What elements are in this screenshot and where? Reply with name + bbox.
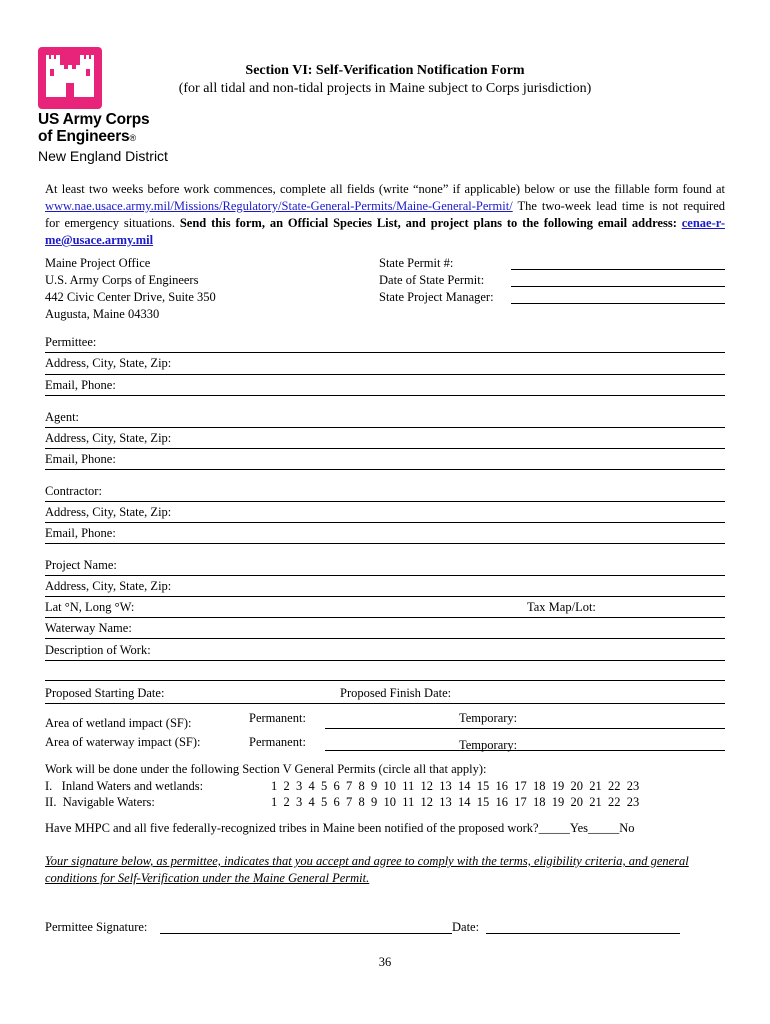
page-subtitle: (for all tidal and non-tidal projects in Maine subject to Corps jurisdiction) — [178, 81, 592, 96]
project-name-label: Project Name: — [45, 558, 117, 572]
signature-date-label: Date: — [452, 920, 480, 934]
description-field[interactable] — [45, 660, 725, 661]
office-org: U.S. Army Corps of Engineers — [45, 273, 199, 287]
wetland-impact-field[interactable] — [325, 728, 725, 729]
signature-date-field[interactable] — [486, 933, 680, 934]
waterway-impact-label: Area of waterway impact (SF): — [45, 735, 201, 749]
state-manager-field[interactable] — [511, 303, 725, 304]
permittee-field[interactable] — [45, 352, 725, 353]
wetland-permanent-label: Permanent: — [249, 711, 306, 725]
waterway-impact-field[interactable] — [325, 750, 725, 751]
wetland-impact-label: Area of wetland impact (SF): — [45, 716, 192, 730]
waterway-label: Waterway Name: — [45, 621, 132, 635]
contractor-address-field[interactable] — [45, 522, 725, 523]
office-name: Maine Project Office — [45, 256, 151, 270]
state-manager-label: State Project Manager: — [379, 290, 494, 304]
permits-inland-label: I. Inland Waters and wetlands: — [45, 779, 204, 793]
logo-wordmark: US Army Corps of Engineers® — [38, 111, 150, 145]
contractor-email-field[interactable] — [45, 543, 725, 544]
description-field-2[interactable] — [45, 680, 725, 681]
agent-email-label: Email, Phone: — [45, 452, 116, 466]
finish-date-label: Proposed Finish Date: — [340, 686, 452, 700]
contractor-email-label: Email, Phone: — [45, 526, 116, 540]
mhpc-question[interactable]: Have MHPC and all five federally-recognized tribes in Maine been notified of the proposed work?_____Yes_____No — [45, 821, 635, 835]
signature-field[interactable] — [160, 933, 452, 934]
form-link[interactable]: www.nae.usace.army.mil/Missions/Regulatory/State-General-Permits/Maine-General-Permit/ — [45, 199, 513, 213]
agent-address-field[interactable] — [45, 448, 725, 449]
signature-note: Your signature below, as permittee, indicates that you accept and agree to comply with the terms, eligibility criteria, and general conditions for Self-Verification under the Maine General Permit. — [45, 854, 689, 885]
project-address-label: Address, City, State, Zip: — [45, 579, 172, 593]
agent-email-field[interactable] — [45, 469, 725, 470]
waterway-temporary-label: Temporary: — [459, 738, 518, 752]
taxmap-label: Tax Map/Lot: — [527, 600, 596, 614]
contractor-field[interactable] — [45, 501, 725, 502]
project-address-field[interactable] — [45, 596, 725, 597]
waterway-permanent-label: Permanent: — [249, 735, 306, 749]
state-permit-label: State Permit #: — [379, 256, 454, 270]
waterway-field[interactable] — [45, 638, 725, 639]
agent-label: Agent: — [45, 410, 80, 424]
start-date-label: Proposed Starting Date: — [45, 686, 165, 700]
permits-intro: Work will be done under the following Section V General Permits (circle all that apply): — [45, 762, 487, 776]
permits-navigable-label: II. Navigable Waters: — [45, 795, 155, 809]
contractor-label: Contractor: — [45, 484, 102, 498]
permits-inland-numbers[interactable]: 1 2 3 4 5 6 7 8 9 10 11 12 13 14 15 16 17 18 19 20 21 22 23 — [271, 779, 640, 793]
state-permit-date-label: Date of State Permit: — [379, 273, 485, 287]
office-city: Augusta, Maine 04330 — [45, 307, 160, 321]
permittee-label: Permittee: — [45, 335, 97, 349]
agent-field[interactable] — [45, 427, 725, 428]
office-street: 442 Civic Center Drive, Suite 350 — [45, 290, 216, 304]
wetland-temporary-label: Temporary: — [459, 711, 518, 725]
permittee-email-label: Email, Phone: — [45, 378, 116, 392]
state-permit-date-field[interactable] — [511, 286, 725, 287]
permits-navigable-numbers[interactable]: 1 2 3 4 5 6 7 8 9 10 11 12 13 14 15 16 17 18 19 20 21 22 23 — [271, 795, 640, 809]
permittee-address-label: Address, City, State, Zip: — [45, 356, 172, 370]
page-title: Section VI: Self-Verification Notification Form — [245, 63, 525, 78]
latlong-label: Lat °N, Long °W: — [45, 600, 135, 614]
page-number: 36 — [378, 955, 392, 969]
permittee-email-field[interactable] — [45, 395, 725, 396]
logo-district: New England District — [38, 148, 168, 164]
state-permit-field[interactable] — [511, 269, 725, 270]
contractor-address-label: Address, City, State, Zip: — [45, 505, 172, 519]
latlong-field[interactable] — [45, 617, 725, 618]
signature-label: Permittee Signature: — [45, 920, 148, 934]
project-name-field[interactable] — [45, 575, 725, 576]
dates-field[interactable] — [45, 703, 725, 704]
agent-address-label: Address, City, State, Zip: — [45, 431, 172, 445]
description-label: Description of Work: — [45, 643, 151, 657]
email-link[interactable]: cenae-r-me@usace.army.mil — [45, 216, 725, 247]
permittee-address-field[interactable] — [45, 374, 725, 375]
instructions: At least two weeks before work commences, complete all fields (write “none” if applicable) below or use the fillable form found at www.nae.usace.army.mil/Missions/Regulatory/State-General-Permits/Maine-General-Permit/ The two-week lead time is not required for emergency situations. Send this form, an Official Species List, and project plans to the following email address: cenae-r-me@usace.army.mil — [45, 182, 725, 247]
